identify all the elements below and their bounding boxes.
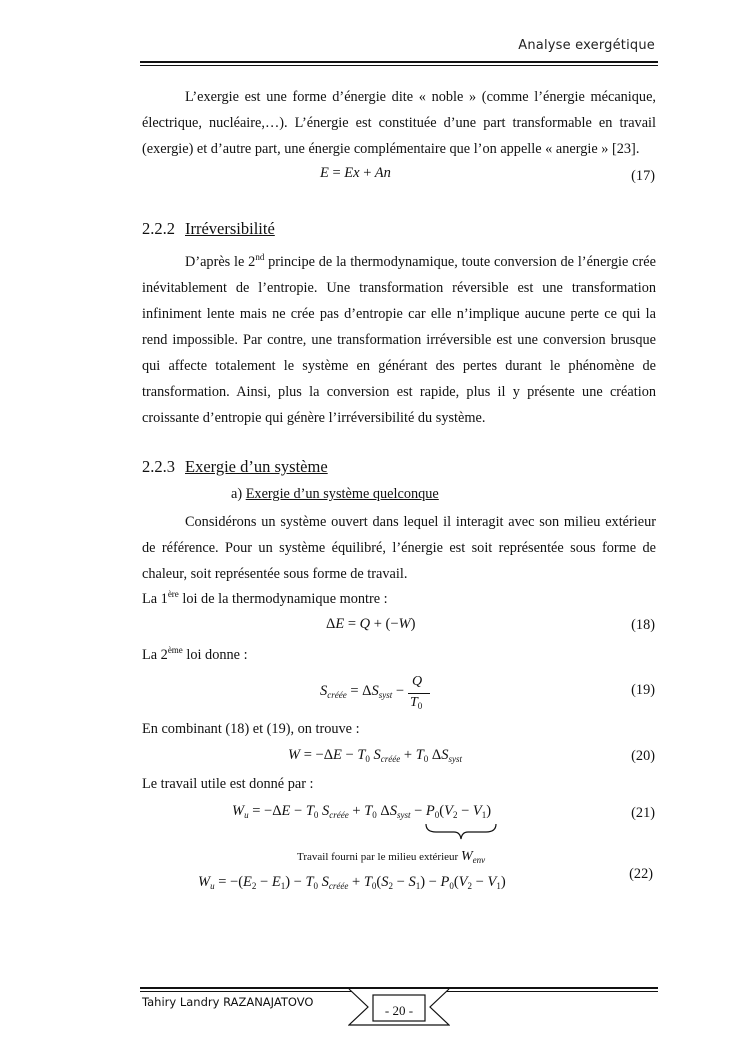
equation-19: $S_{créée} = \Delta S_{syst}$ −	[320, 683, 405, 700]
equation-17-number: (17)	[631, 168, 655, 184]
section-title: Irréversibilité	[185, 219, 275, 238]
section-heading-2-2-3	[142, 457, 328, 477]
subsection-a	[231, 486, 439, 503]
equation-17: E = Ex + An	[320, 165, 391, 181]
equation-19-number: (19)	[631, 682, 655, 698]
system-paragraph	[142, 509, 656, 587]
text-segment: loi de la thermodynamique montre :	[178, 590, 388, 607]
section-number: 2.2.3	[142, 457, 175, 476]
underbrace	[424, 822, 498, 842]
equation-18: ΔE = Q + (−W)	[326, 616, 416, 632]
combine-line: En combinant (18) et (19), on trouve :	[142, 721, 360, 737]
useful-work-line: Le travail utile est donné par :	[142, 776, 314, 792]
equation-20: $W = -\Delta E - T_0$ $S_{créée} + T_0$ $\Delta S_{syst}$	[288, 747, 462, 764]
subsection-title: Exergie d’un système quelconque	[245, 486, 439, 502]
equation-21-number: (21)	[631, 805, 655, 821]
subsection-prefix: a)	[231, 486, 243, 502]
page-number: - 20 -	[384, 1003, 414, 1018]
text-segment: principe de la thermodynamique, toute conversion de l’énergie crée inévitablement de l’entropie. Une transformation réversible est une transformation infiniment lente mais ne crée pas d’entropie car elle n’implique aucune perte ce qui la rend impossible. Par contre, une transformation irréversible est une conversion brusque qui affecte totalement le système en générant des pertes durant le phénomène de transformation. Ainsi, plus la conversion est rapide, plus il y présente une création croissante d’entropie qui génère l’irréversibilité du système.	[142, 253, 656, 426]
fraction-bar	[408, 693, 430, 694]
equation-22-number: (22)	[629, 866, 653, 882]
header-rule-thin	[140, 65, 658, 66]
section-number: 2.2.2	[142, 219, 175, 238]
section-title: Exergie d’un système	[185, 457, 328, 476]
second-law-line	[142, 645, 248, 664]
superscript: ère	[167, 589, 179, 599]
running-header: Analyse exergétique	[518, 38, 655, 53]
fraction-numerator: Q	[412, 674, 423, 689]
text-segment: La 1	[142, 590, 168, 607]
brace-label-text: Travail fourni par le milieu extérieur	[297, 851, 459, 863]
superscript: ème	[167, 645, 183, 655]
equation-18-number: (18)	[631, 617, 655, 633]
brace-label	[297, 849, 485, 865]
footer-author: Tahiry Landry RAZANAJATOVO	[142, 995, 314, 1009]
w-env-symbol: $W_{env}$	[460, 849, 486, 865]
text-segment: loi donne :	[182, 646, 248, 663]
intro-text: L’exergie est une forme d’énergie dite « noble » (comme l’énergie mécanique, électrique, nucléaire,…). L’énergie est constituée d’une part transformable en travail (exergie) et d’autre part, une énergie complémentaire que l’on appelle « anergie » [23].	[142, 89, 656, 157]
text-segment: D’après le 2	[185, 253, 256, 270]
superscript: nd	[255, 252, 265, 262]
fraction-denominator: $T_0$	[410, 695, 423, 711]
equation-20-number: (20)	[631, 748, 655, 764]
system-text: Considérons un système ouvert dans lequel il interagit avec son milieu extérieur de référence. Pour un système équilibré, l’énergie est soit représentée sous forme de chaleur, soit représentée sous forme de travail.	[142, 514, 656, 582]
text-segment: La 2	[142, 646, 168, 663]
header-rule-thick	[140, 61, 658, 63]
section-heading-2-2-2	[142, 219, 275, 239]
equation-21: $W_u = -\Delta E - T_0$ $S_{créée} + T_0$ $\Delta S_{syst} - P_0(V_2 - V_1)$	[232, 803, 492, 820]
intro-paragraph	[142, 84, 656, 162]
first-law-line	[142, 589, 388, 608]
irreversibility-paragraph	[142, 244, 656, 431]
equation-22: $W_u = -(E_2 - E_1) - T_0$ $S_{créée} + T_0(S_2 - S_1) - P_0(V_2 - V_1)$	[198, 874, 506, 891]
